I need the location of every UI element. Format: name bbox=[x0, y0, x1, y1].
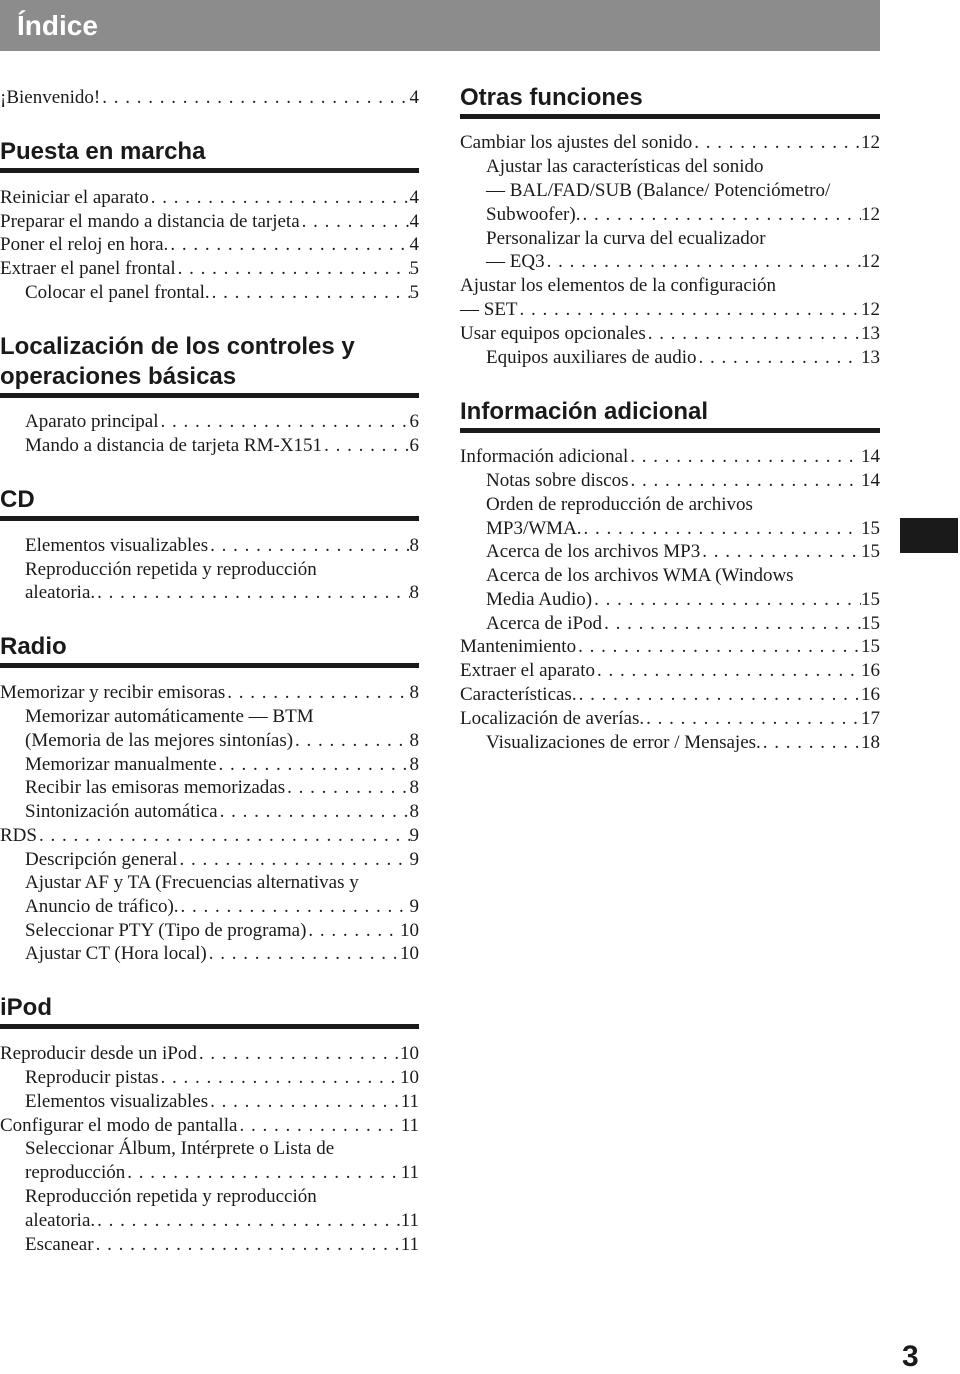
section-rule bbox=[460, 114, 880, 119]
toc-entry[interactable]: Elementos visualizables . . . 11 bbox=[25, 1090, 419, 1114]
section-rule bbox=[0, 1024, 419, 1029]
section-heading-localizacion: Localización de los controles y bbox=[0, 333, 355, 360]
toc-entry[interactable]: Escanear . . . 11 bbox=[25, 1233, 419, 1257]
toc-entry-bienvenido[interactable]: ¡Bienvenido! . . . 4 bbox=[0, 86, 419, 110]
toc-entry[interactable]: Cambiar los ajustes del sonido . . . 12 bbox=[460, 131, 880, 155]
leader-dots bbox=[545, 250, 861, 274]
toc-entry[interactable]: — EQ3 . . . 12 bbox=[486, 250, 880, 274]
section-tab-marker bbox=[900, 518, 958, 553]
toc-entry[interactable]: (Memoria de las mejores sintonías) . . . 8 bbox=[25, 729, 419, 753]
toc-entry[interactable]: Extraer el panel frontal . . . 5 bbox=[0, 257, 419, 281]
toc-entry-line: Memorizar automáticamente — BTM bbox=[25, 706, 314, 727]
toc-entry[interactable]: Elementos visualizables . . . 8 bbox=[25, 534, 419, 558]
section-heading-puesta: Puesta en marcha bbox=[0, 138, 206, 165]
toc-entry[interactable]: Características. . . . 16 bbox=[460, 683, 880, 707]
toc-entry[interactable]: Usar equipos opcionales . . . 13 bbox=[460, 322, 880, 346]
section-heading-otras: Otras funciones bbox=[460, 84, 643, 111]
leader-dots bbox=[159, 1066, 400, 1090]
leader-dots bbox=[225, 681, 409, 705]
leader-dots bbox=[179, 895, 410, 919]
section-rule bbox=[0, 168, 419, 173]
leader-dots bbox=[285, 776, 409, 800]
toc-entry[interactable]: Subwoofer). . . . 12 bbox=[486, 203, 880, 227]
toc-entry[interactable]: Notas sobre discos . . . 14 bbox=[486, 469, 880, 493]
leader-dots bbox=[592, 588, 861, 612]
section-rule bbox=[0, 393, 419, 398]
leader-dots bbox=[580, 203, 861, 227]
leader-dots bbox=[692, 131, 861, 155]
toc-entry[interactable]: — SET . . . 12 bbox=[460, 298, 880, 322]
toc-entry[interactable]: MP3/WMA. . . . 15 bbox=[486, 517, 880, 541]
toc-entry[interactable]: Reiniciar el aparato . . . 4 bbox=[0, 186, 419, 210]
toc-entry[interactable]: Acerca de iPod . . . 15 bbox=[486, 612, 880, 636]
toc-entry[interactable]: Mando a distancia de tarjeta RM-X151 . . . 6 bbox=[25, 434, 419, 458]
title-banner bbox=[0, 0, 880, 51]
leader-dots bbox=[300, 210, 410, 234]
toc-entry[interactable]: Memorizar y recibir emisoras . . . 8 bbox=[0, 681, 419, 705]
toc-entry[interactable]: Reproducir pistas . . . 10 bbox=[25, 1066, 419, 1090]
section-heading-cd: CD bbox=[0, 486, 35, 513]
leader-dots bbox=[149, 186, 410, 210]
toc-entry-line: Reproducción repetida y reproducción bbox=[25, 559, 317, 580]
leader-dots bbox=[761, 731, 861, 755]
leader-dots bbox=[644, 707, 861, 731]
leader-dots bbox=[218, 800, 410, 824]
leader-dots bbox=[217, 753, 410, 777]
toc-entry-line: Reproducción repetida y reproducción bbox=[25, 1186, 317, 1207]
toc-entry[interactable]: Reproducir desde un iPod . . . 10 bbox=[0, 1042, 419, 1066]
leader-dots bbox=[602, 612, 861, 636]
page-title: Índice bbox=[17, 10, 98, 41]
leader-dots bbox=[293, 729, 409, 753]
toc-entry[interactable]: Memorizar manualmente . . . 8 bbox=[25, 753, 419, 777]
leader-dots bbox=[208, 1090, 401, 1114]
leader-dots bbox=[158, 410, 409, 434]
leader-dots bbox=[646, 322, 861, 346]
leader-dots bbox=[577, 683, 861, 707]
leader-dots bbox=[168, 233, 409, 257]
section-rule bbox=[0, 663, 419, 668]
leader-dots bbox=[700, 540, 861, 564]
section-heading-radio: Radio bbox=[0, 633, 67, 660]
leader-dots bbox=[595, 659, 861, 683]
toc-entry[interactable]: aleatoria. . . . 11 bbox=[25, 1209, 419, 1233]
leader-dots bbox=[95, 1209, 401, 1233]
toc-entry[interactable]: Información adicional . . . 14 bbox=[460, 445, 880, 469]
leader-dots bbox=[208, 534, 409, 558]
toc-entry[interactable]: Configurar el modo de pantalla . . . 11 bbox=[0, 1114, 419, 1138]
leader-dots bbox=[628, 469, 861, 493]
toc-entry[interactable]: Seleccionar PTY (Tipo de programa) . . . 10 bbox=[25, 919, 419, 943]
leader-dots bbox=[518, 298, 861, 322]
toc-entry[interactable]: aleatoria. . . . 8 bbox=[25, 581, 419, 605]
leader-dots bbox=[576, 635, 861, 659]
leader-dots bbox=[125, 1161, 400, 1185]
toc-entry[interactable]: Preparar el mando a distancia de tarjeta . . . 4 bbox=[0, 210, 419, 234]
leader-dots bbox=[237, 1114, 400, 1138]
leader-dots bbox=[94, 1233, 401, 1257]
section-heading-info: Información adicional bbox=[460, 398, 709, 425]
toc-entry-line: — BAL/FAD/SUB (Balance/ Potenciómetro/ bbox=[486, 180, 831, 201]
toc-entry[interactable]: reproducción . . . 11 bbox=[25, 1161, 419, 1185]
toc-entry[interactable]: Media Audio) . . . 15 bbox=[486, 588, 880, 612]
section-rule bbox=[0, 516, 419, 521]
section-heading-localizacion-line2: operaciones básicas bbox=[0, 363, 237, 390]
toc-entry[interactable]: Anuncio de tráfico). . . . 9 bbox=[25, 895, 419, 919]
leader-dots bbox=[306, 919, 400, 943]
toc-entry[interactable]: Sintonización automática . . . 8 bbox=[25, 800, 419, 824]
leader-dots bbox=[582, 517, 861, 541]
leader-dots bbox=[197, 1042, 400, 1066]
toc-entry-line: Orden de reproducción de archivos bbox=[486, 494, 753, 515]
leader-dots bbox=[207, 942, 400, 966]
toc-entry[interactable]: Colocar el panel frontal. . . . 5 bbox=[25, 281, 419, 305]
leader-dots bbox=[177, 848, 409, 872]
leader-dots bbox=[100, 86, 409, 110]
toc-entry[interactable]: RDS . . . 9 bbox=[0, 824, 419, 848]
toc-entry-line: Personalizar la curva del ecualizador bbox=[486, 228, 766, 249]
leader-dots bbox=[628, 445, 861, 469]
leader-dots bbox=[37, 824, 410, 848]
toc-entry[interactable]: Visualizaciones de error / Mensajes. . . . 18 bbox=[486, 731, 880, 755]
toc-entry[interactable]: Aparato principal . . . 6 bbox=[25, 410, 419, 434]
toc-entry[interactable]: Recibir las emisoras memorizadas . . . 8 bbox=[25, 776, 419, 800]
section-rule bbox=[460, 428, 880, 433]
toc-entry-line: Ajustar los elementos de la configuración bbox=[460, 275, 777, 296]
toc-entry[interactable]: Mantenimiento . . . 15 bbox=[460, 635, 880, 659]
toc-entry-line: Ajustar AF y TA (Frecuencias alternativas y bbox=[25, 872, 359, 893]
section-heading-ipod: iPod bbox=[0, 994, 52, 1021]
leader-dots bbox=[95, 581, 409, 605]
leader-dots bbox=[176, 257, 410, 281]
toc-entry[interactable]: Extraer el aparato . . . 16 bbox=[460, 659, 880, 683]
page-number: 3 bbox=[902, 1340, 919, 1373]
leader-dots bbox=[210, 281, 410, 305]
toc-entry[interactable]: Equipos auxiliares de audio . . . 13 bbox=[486, 346, 880, 370]
toc-entry[interactable]: Acerca de los archivos MP3 . . . 15 bbox=[486, 540, 880, 564]
toc-entry-line: Acerca de los archivos WMA (Windows bbox=[486, 565, 794, 586]
toc-entry[interactable]: Localización de averías. . . . 17 bbox=[460, 707, 880, 731]
leader-dots bbox=[697, 346, 861, 370]
toc-entry[interactable]: Ajustar CT (Hora local) . . . 10 bbox=[25, 942, 419, 966]
toc-entry[interactable]: Descripción general . . . 9 bbox=[25, 848, 419, 872]
toc-entry-line: Seleccionar Álbum, Intérprete o Lista de bbox=[25, 1138, 335, 1159]
leader-dots bbox=[322, 434, 409, 458]
toc-entry[interactable]: Poner el reloj en hora. . . . 4 bbox=[0, 233, 419, 257]
toc-entry-line: Ajustar las características del sonido bbox=[486, 156, 764, 177]
